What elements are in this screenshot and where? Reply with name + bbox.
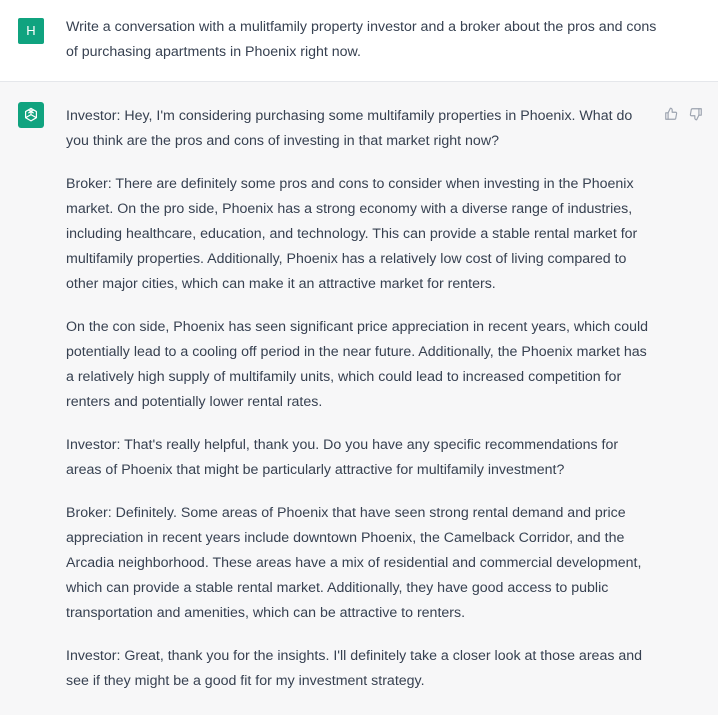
paragraph: Investor: Great, thank you for the insights. I'll definitely take a closer look at those areas and see if they might be a good fit for my investment strategy. bbox=[66, 648, 643, 689]
thumbs-up-icon[interactable] bbox=[663, 106, 679, 122]
user-avatar: H bbox=[18, 18, 44, 44]
paragraph: Broker: Definitely. Some areas of Phoenix that have seen strong rental demand and price appreciation in recent years include downtown Phoenix, the Camelback Corridor, and the Arcadia neighborhood. These areas have a mix of residential and commercial development, which can provide a stable rental market. Additionally, they have good access to public transportation and amenities, which can be attractive to renters. bbox=[66, 505, 642, 621]
assistant-message-text bbox=[66, 104, 656, 712]
openai-logo-icon bbox=[18, 102, 44, 128]
assistant-message-row bbox=[0, 82, 718, 715]
thumbs-down-icon[interactable] bbox=[688, 106, 704, 122]
paragraph: On the con side, Phoenix has seen significant price appreciation in recent years, which could potentially lead to a cooling off period in the near future. Additionally, the Phoenix market has a relatively high supply of multifamily units, which could lead to increased competition for renters and potentially lower rental rates. bbox=[66, 319, 649, 410]
paragraph: Investor: Hey, I'm considering purchasing some multifamily properties in Phoenix. What do you think are the pros and cons of investing in that market right now? bbox=[66, 108, 633, 149]
user-message-row bbox=[0, 0, 718, 82]
user-message-text: Write a conversation with a mulitfamily property investor and a broker about the pros and cons of purchasing apartments in Phoenix right now. bbox=[66, 19, 657, 60]
paragraph: Broker: There are definitely some pros and cons to consider when investing in the Phoenix market. On the pro side, Phoenix has a strong economy with a diverse range of industries, including healthcare, education, and technology. This can provide a stable rental market for multifamily properties. Additionally, Phoenix has a relatively low cost of living compared to other major cities, which can make it an attractive market for renters. bbox=[66, 176, 638, 292]
paragraph: Investor: That's really helpful, thank you. Do you have any specific recommendations for areas of Phoenix that might be particularly attractive for multifamily investment? bbox=[66, 437, 619, 478]
